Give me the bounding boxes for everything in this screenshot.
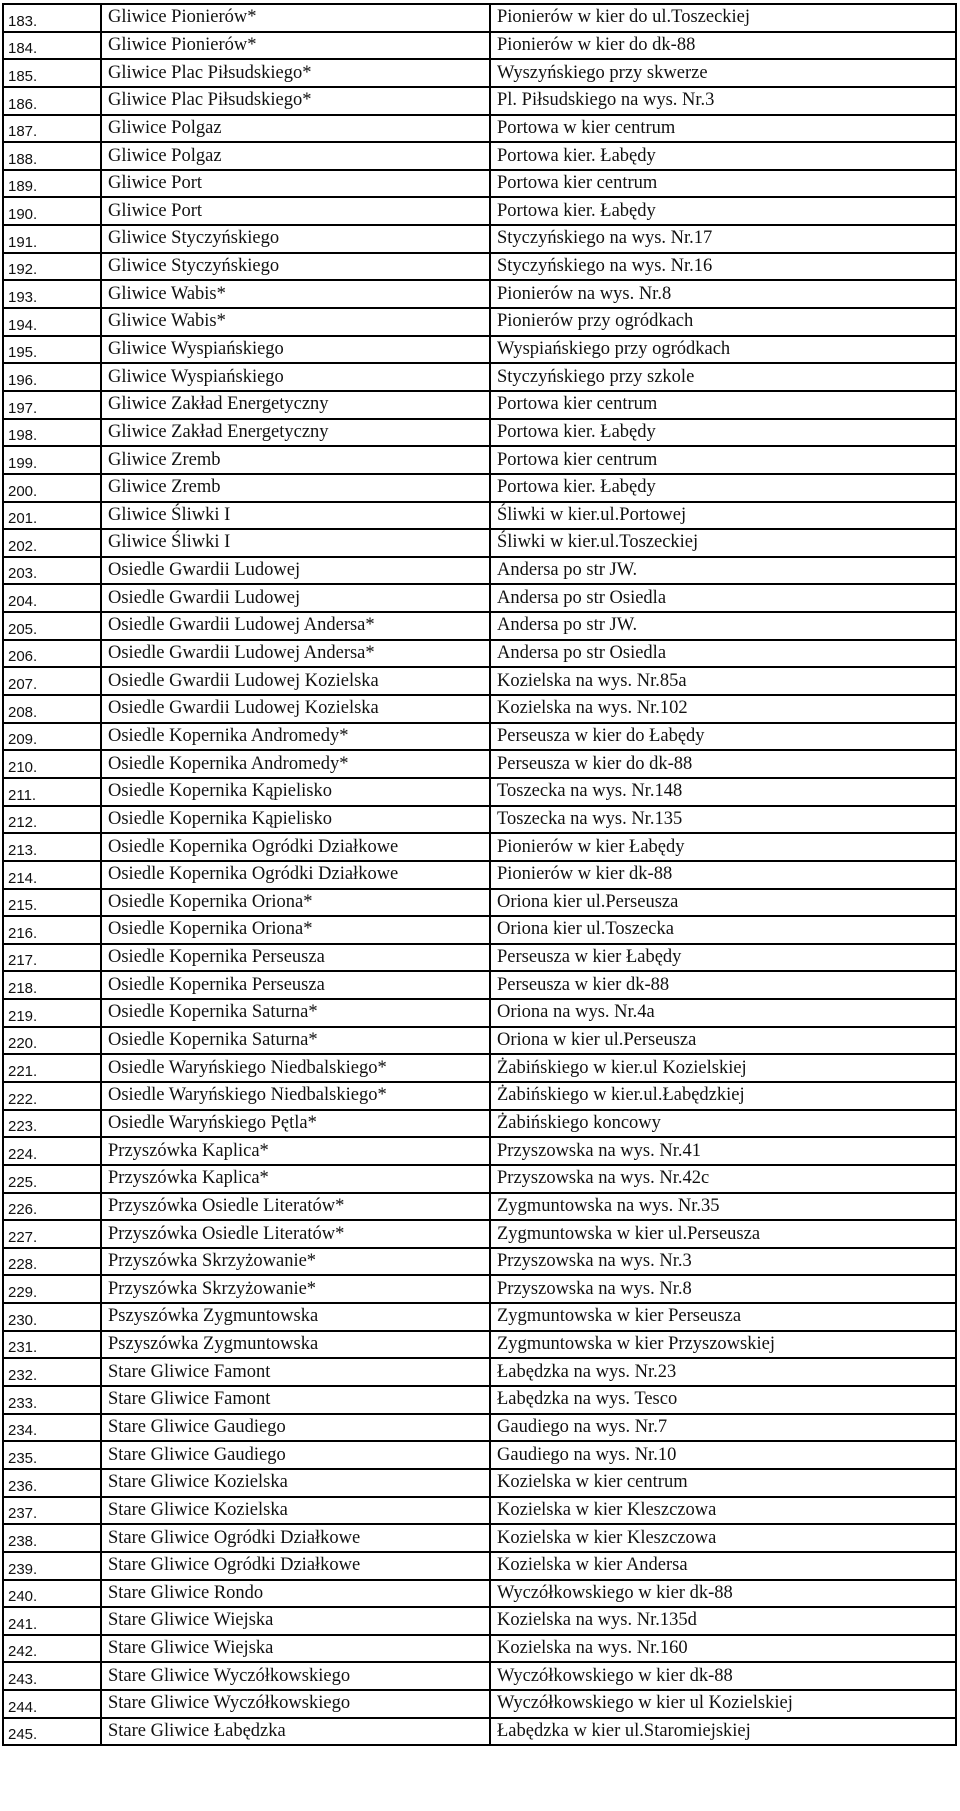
table-row — [3, 308, 956, 336]
stop-name: Osiedle Gwardii Ludowej Kozielska — [101, 667, 490, 695]
stop-location: Gaudiego na wys. Nr.7 — [490, 1414, 956, 1442]
row-number: 225. — [3, 1165, 101, 1193]
stop-location: Wyczółkowskiego w kier ul Kozielskiej — [490, 1690, 956, 1718]
row-number: 195. — [3, 336, 101, 364]
row-number: 201. — [3, 502, 101, 530]
stop-name: Osiedle Gwardii Ludowej — [101, 584, 490, 612]
stop-name: Stare Gliwice Wyczółkowskiego — [101, 1662, 490, 1690]
row-number: 241. — [3, 1607, 101, 1635]
row-number: 203. — [3, 557, 101, 585]
row-number: 183. — [3, 4, 101, 32]
table-row — [3, 1137, 956, 1165]
stop-name: Gliwice Wyspiańskiego — [101, 363, 490, 391]
stop-location: Łabędzka na wys. Tesco — [490, 1386, 956, 1414]
row-number: 192. — [3, 253, 101, 281]
stop-location: Perseusza w kier dk-88 — [490, 971, 956, 999]
stop-location: Zygmuntowska na wys. Nr.35 — [490, 1193, 956, 1221]
stop-name: Osiedle Kopernika Andromedy* — [101, 750, 490, 778]
row-number: 193. — [3, 280, 101, 308]
table-row — [3, 253, 956, 281]
stop-location: Kozielska w kier Kleszczowa — [490, 1497, 956, 1525]
table-row — [3, 4, 956, 32]
row-number: 222. — [3, 1082, 101, 1110]
stop-location: Toszecka na wys. Nr.135 — [490, 806, 956, 834]
stop-name: Gliwice Polgaz — [101, 115, 490, 143]
table-row — [3, 1497, 956, 1525]
row-number: 240. — [3, 1580, 101, 1608]
stop-location: Przyszowska na wys. Nr.3 — [490, 1248, 956, 1276]
row-number: 207. — [3, 667, 101, 695]
stop-name: Osiedle Kopernika Oriona* — [101, 889, 490, 917]
stop-name: Gliwice Śliwki I — [101, 502, 490, 530]
table-row — [3, 1220, 956, 1248]
table-row — [3, 916, 956, 944]
row-number: 221. — [3, 1054, 101, 1082]
table-row — [3, 142, 956, 170]
table-row — [3, 1552, 956, 1580]
stop-location: Pionierów w kier Łabędy — [490, 833, 956, 861]
table-row — [3, 1082, 956, 1110]
table-row — [3, 1193, 956, 1221]
table-row — [3, 87, 956, 115]
table-row — [3, 1054, 956, 1082]
table-row — [3, 971, 956, 999]
stop-location: Pionierów przy ogródkach — [490, 308, 956, 336]
row-number: 216. — [3, 916, 101, 944]
stop-location: Pionierów w kier dk-88 — [490, 861, 956, 889]
row-number: 208. — [3, 695, 101, 723]
table-row — [3, 1303, 956, 1331]
row-number: 215. — [3, 889, 101, 917]
table-row — [3, 1358, 956, 1386]
stop-name: Osiedle Waryńskiego Niedbalskiego* — [101, 1082, 490, 1110]
stop-name: Osiedle Gwardii Ludowej — [101, 557, 490, 585]
stop-name: Gliwice Zremb — [101, 474, 490, 502]
row-number: 237. — [3, 1497, 101, 1525]
stop-name: Stare Gliwice Rondo — [101, 1580, 490, 1608]
stop-name: Stare Gliwice Gaudiego — [101, 1441, 490, 1469]
row-number: 194. — [3, 308, 101, 336]
table-row — [3, 833, 956, 861]
table-row — [3, 225, 956, 253]
stop-name: Stare Gliwice Wiejska — [101, 1635, 490, 1663]
table-row — [3, 1580, 956, 1608]
stop-location: Oriona kier ul.Toszecka — [490, 916, 956, 944]
table-row — [3, 363, 956, 391]
stop-name: Osiedle Kopernika Kąpielisko — [101, 806, 490, 834]
row-number: 190. — [3, 197, 101, 225]
stop-location: Styczyńskiego na wys. Nr.16 — [490, 253, 956, 281]
stop-location: Kozielska na wys. Nr.102 — [490, 695, 956, 723]
stop-name: Gliwice Pionierów* — [101, 32, 490, 60]
row-number: 227. — [3, 1220, 101, 1248]
stop-name: Przyszówka Osiedle Literatów* — [101, 1220, 490, 1248]
row-number: 238. — [3, 1524, 101, 1552]
stop-name: Osiedle Gwardii Ludowej Andersa* — [101, 640, 490, 668]
row-number: 185. — [3, 59, 101, 87]
stop-name: Osiedle Kopernika Perseusza — [101, 944, 490, 972]
stop-name: Gliwice Zremb — [101, 446, 490, 474]
table-row — [3, 861, 956, 889]
table-row — [3, 723, 956, 751]
row-number: 232. — [3, 1358, 101, 1386]
stop-location: Łabędzka w kier ul.Staromiejskiej — [490, 1718, 956, 1746]
table-row — [3, 391, 956, 419]
table-row — [3, 612, 956, 640]
table-row — [3, 446, 956, 474]
row-number: 226. — [3, 1193, 101, 1221]
stop-location: Andersa po str JW. — [490, 557, 956, 585]
stop-location: Oriona na wys. Nr.4a — [490, 999, 956, 1027]
stop-name: Osiedle Kopernika Saturna* — [101, 1027, 490, 1055]
row-number: 189. — [3, 170, 101, 198]
stop-location: Andersa po str Osiedla — [490, 584, 956, 612]
row-number: 217. — [3, 944, 101, 972]
stop-location: Żabińskiego w kier.ul Kozielskiej — [490, 1054, 956, 1082]
row-number: 218. — [3, 971, 101, 999]
row-number: 230. — [3, 1303, 101, 1331]
stop-location: Kozielska w kier centrum — [490, 1469, 956, 1497]
table-row — [3, 502, 956, 530]
row-number: 198. — [3, 419, 101, 447]
table-row — [3, 1524, 956, 1552]
stop-name: Gliwice Plac Piłsudskiego* — [101, 87, 490, 115]
row-number: 219. — [3, 999, 101, 1027]
table-row — [3, 1441, 956, 1469]
stop-location: Pionierów w kier do ul.Toszeckiej — [490, 4, 956, 32]
stop-location: Styczyńskiego na wys. Nr.17 — [490, 225, 956, 253]
stop-location: Portowa kier. Łabędy — [490, 142, 956, 170]
table-row — [3, 889, 956, 917]
table-row — [3, 557, 956, 585]
table-row — [3, 197, 956, 225]
stop-name: Stare Gliwice Famont — [101, 1386, 490, 1414]
stop-location: Wyszyńskiego przy skwerze — [490, 59, 956, 87]
stop-name: Osiedle Kopernika Ogródki Działkowe — [101, 833, 490, 861]
stop-name: Przyszówka Skrzyżowanie* — [101, 1248, 490, 1276]
stop-name: Przyszówka Skrzyżowanie* — [101, 1275, 490, 1303]
stop-location: Kozielska na wys. Nr.85a — [490, 667, 956, 695]
stop-name: Stare Gliwice Wyczółkowskiego — [101, 1690, 490, 1718]
row-number: 229. — [3, 1275, 101, 1303]
table-row — [3, 1248, 956, 1276]
stop-name: Pszyszówka Zygmuntowska — [101, 1303, 490, 1331]
table-row — [3, 640, 956, 668]
table-row — [3, 280, 956, 308]
stop-name: Osiedle Kopernika Saturna* — [101, 999, 490, 1027]
stop-name: Gliwice Śliwki I — [101, 529, 490, 557]
stop-name: Pszyszówka Zygmuntowska — [101, 1331, 490, 1359]
stop-location: Wyczółkowskiego w kier dk-88 — [490, 1580, 956, 1608]
row-number: 244. — [3, 1690, 101, 1718]
row-number: 234. — [3, 1414, 101, 1442]
table-row — [3, 170, 956, 198]
table-row — [3, 1662, 956, 1690]
row-number: 205. — [3, 612, 101, 640]
row-number: 204. — [3, 584, 101, 612]
stop-location: Perseusza w kier Łabędy — [490, 944, 956, 972]
row-number: 243. — [3, 1662, 101, 1690]
table-row — [3, 529, 956, 557]
row-number: 206. — [3, 640, 101, 668]
row-number: 191. — [3, 225, 101, 253]
stop-location: Portowa kier centrum — [490, 446, 956, 474]
stop-location: Andersa po str JW. — [490, 612, 956, 640]
row-number: 186. — [3, 87, 101, 115]
stop-name: Gliwice Plac Piłsudskiego* — [101, 59, 490, 87]
stop-location: Portowa kier. Łabędy — [490, 419, 956, 447]
row-number: 242. — [3, 1635, 101, 1663]
stop-location: Żabińskiego w kier.ul.Łabędzkiej — [490, 1082, 956, 1110]
row-number: 199. — [3, 446, 101, 474]
row-number: 187. — [3, 115, 101, 143]
table-row — [3, 778, 956, 806]
stop-location: Kozielska na wys. Nr.160 — [490, 1635, 956, 1663]
row-number: 220. — [3, 1027, 101, 1055]
stop-location: Portowa kier. Łabędy — [490, 474, 956, 502]
row-number: 214. — [3, 861, 101, 889]
stop-location: Oriona w kier ul.Perseusza — [490, 1027, 956, 1055]
table-row — [3, 419, 956, 447]
stop-name: Stare Gliwice Wiejska — [101, 1607, 490, 1635]
stop-location: Pionierów na wys. Nr.8 — [490, 280, 956, 308]
row-number: 223. — [3, 1110, 101, 1138]
bus-stops-table — [2, 3, 957, 1746]
row-number: 233. — [3, 1386, 101, 1414]
row-number: 184. — [3, 32, 101, 60]
stop-location: Wyspiańskiego przy ogródkach — [490, 336, 956, 364]
stop-name: Gliwice Wabis* — [101, 280, 490, 308]
table-row — [3, 1027, 956, 1055]
stop-name: Osiedle Kopernika Oriona* — [101, 916, 490, 944]
table-row — [3, 1331, 956, 1359]
table-row — [3, 750, 956, 778]
table-row — [3, 667, 956, 695]
stop-name: Stare Gliwice Łabędzka — [101, 1718, 490, 1746]
stop-location: Śliwki w kier.ul.Toszeckiej — [490, 529, 956, 557]
stop-location: Pl. Piłsudskiego na wys. Nr.3 — [490, 87, 956, 115]
stop-location: Oriona kier ul.Perseusza — [490, 889, 956, 917]
stop-location: Przyszowska na wys. Nr.41 — [490, 1137, 956, 1165]
table-row — [3, 1635, 956, 1663]
row-number: 231. — [3, 1331, 101, 1359]
row-number: 228. — [3, 1248, 101, 1276]
stop-location: Żabińskiego koncowy — [490, 1110, 956, 1138]
stop-location: Kozielska na wys. Nr.135d — [490, 1607, 956, 1635]
stop-name: Osiedle Waryńskiego Niedbalskiego* — [101, 1054, 490, 1082]
row-number: 211. — [3, 778, 101, 806]
stop-name: Gliwice Polgaz — [101, 142, 490, 170]
table-row — [3, 695, 956, 723]
table-row — [3, 1718, 956, 1746]
stop-name: Stare Gliwice Ogródki Działkowe — [101, 1524, 490, 1552]
table-row — [3, 999, 956, 1027]
stop-name: Osiedle Kopernika Andromedy* — [101, 723, 490, 751]
stop-location: Andersa po str Osiedla — [490, 640, 956, 668]
row-number: 197. — [3, 391, 101, 419]
stop-name: Stare Gliwice Kozielska — [101, 1497, 490, 1525]
row-number: 209. — [3, 723, 101, 751]
row-number: 239. — [3, 1552, 101, 1580]
row-number: 245. — [3, 1718, 101, 1746]
stop-location: Zygmuntowska w kier Przyszowskiej — [490, 1331, 956, 1359]
stop-location: Portowa kier. Łabędy — [490, 197, 956, 225]
stop-name: Gliwice Styczyńskiego — [101, 253, 490, 281]
stop-name: Stare Gliwice Ogródki Działkowe — [101, 1552, 490, 1580]
table-row — [3, 1110, 956, 1138]
row-number: 200. — [3, 474, 101, 502]
row-number: 236. — [3, 1469, 101, 1497]
stop-name: Przyszówka Kaplica* — [101, 1165, 490, 1193]
row-number: 202. — [3, 529, 101, 557]
table-row — [3, 1275, 956, 1303]
stop-location: Zygmuntowska w kier Perseusza — [490, 1303, 956, 1331]
stop-location: Kozielska w kier Kleszczowa — [490, 1524, 956, 1552]
table-body — [3, 4, 956, 1745]
stop-name: Przyszówka Osiedle Literatów* — [101, 1193, 490, 1221]
row-number: 235. — [3, 1441, 101, 1469]
stop-location: Łabędzka na wys. Nr.23 — [490, 1358, 956, 1386]
row-number: 196. — [3, 363, 101, 391]
stop-location: Zygmuntowska w kier ul.Perseusza — [490, 1220, 956, 1248]
stop-location: Perseusza w kier do dk-88 — [490, 750, 956, 778]
stop-location: Śliwki w kier.ul.Portowej — [490, 502, 956, 530]
stop-name: Gliwice Port — [101, 197, 490, 225]
stop-name: Stare Gliwice Kozielska — [101, 1469, 490, 1497]
stop-name: Gliwice Port — [101, 170, 490, 198]
table-row — [3, 336, 956, 364]
table-row — [3, 1690, 956, 1718]
stop-name: Osiedle Gwardii Ludowej Kozielska — [101, 695, 490, 723]
table-row — [3, 944, 956, 972]
row-number: 224. — [3, 1137, 101, 1165]
stop-name: Stare Gliwice Famont — [101, 1358, 490, 1386]
row-number: 212. — [3, 806, 101, 834]
stop-location: Gaudiego na wys. Nr.10 — [490, 1441, 956, 1469]
stop-location: Portowa kier centrum — [490, 170, 956, 198]
table-row — [3, 584, 956, 612]
stop-name: Gliwice Zakład Energetyczny — [101, 391, 490, 419]
stop-name: Osiedle Kopernika Kąpielisko — [101, 778, 490, 806]
table-row — [3, 806, 956, 834]
stop-name: Przyszówka Kaplica* — [101, 1137, 490, 1165]
stop-location: Styczyńskiego przy szkole — [490, 363, 956, 391]
stop-location: Wyczółkowskiego w kier dk-88 — [490, 1662, 956, 1690]
stop-name: Osiedle Gwardii Ludowej Andersa* — [101, 612, 490, 640]
row-number: 210. — [3, 750, 101, 778]
table-row — [3, 32, 956, 60]
stop-location: Toszecka na wys. Nr.148 — [490, 778, 956, 806]
stop-location: Portowa w kier centrum — [490, 115, 956, 143]
table-row — [3, 1386, 956, 1414]
stop-name: Gliwice Pionierów* — [101, 4, 490, 32]
row-number: 213. — [3, 833, 101, 861]
stop-name: Osiedle Kopernika Ogródki Działkowe — [101, 861, 490, 889]
stop-name: Osiedle Waryńskiego Pętla* — [101, 1110, 490, 1138]
stop-name: Stare Gliwice Gaudiego — [101, 1414, 490, 1442]
stop-location: Portowa kier centrum — [490, 391, 956, 419]
row-number: 188. — [3, 142, 101, 170]
table-row — [3, 1469, 956, 1497]
table-row — [3, 59, 956, 87]
table-row — [3, 1165, 956, 1193]
table-row — [3, 1414, 956, 1442]
stop-location: Kozielska w kier Andersa — [490, 1552, 956, 1580]
stop-name: Gliwice Wyspiańskiego — [101, 336, 490, 364]
table-row — [3, 115, 956, 143]
stop-name: Gliwice Styczyńskiego — [101, 225, 490, 253]
table-row — [3, 1607, 956, 1635]
stop-location: Pionierów w kier do dk-88 — [490, 32, 956, 60]
stop-name: Gliwice Wabis* — [101, 308, 490, 336]
stop-name: Osiedle Kopernika Perseusza — [101, 971, 490, 999]
stop-location: Przyszowska na wys. Nr.8 — [490, 1275, 956, 1303]
stop-name: Gliwice Zakład Energetyczny — [101, 419, 490, 447]
stop-location: Perseusza w kier do Łabędy — [490, 723, 956, 751]
table-row — [3, 474, 956, 502]
stop-location: Przyszowska na wys. Nr.42c — [490, 1165, 956, 1193]
